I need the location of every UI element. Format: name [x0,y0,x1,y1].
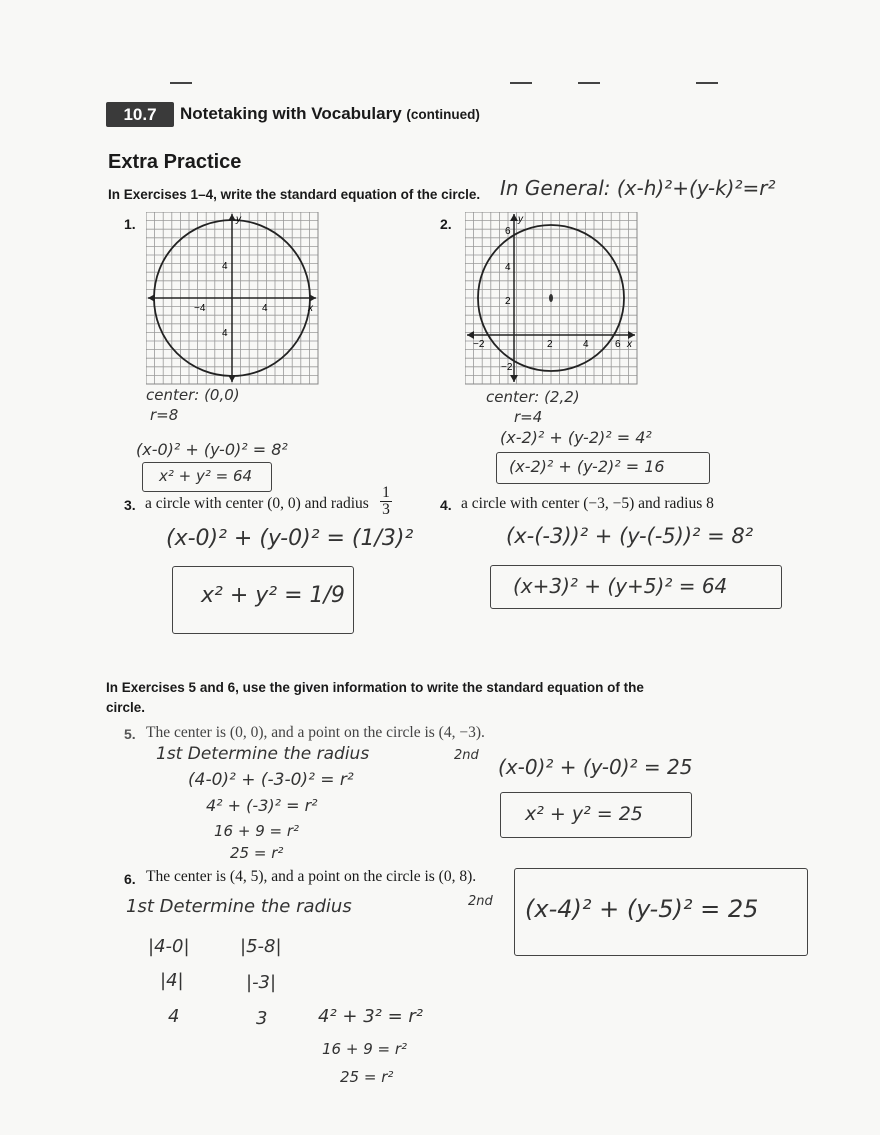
y-tick-2: 2 [505,296,511,307]
fraction-numerator: 1 [382,484,390,501]
ex6-sum-line: 16 + 9 = r² [322,1040,408,1058]
ex5-answer-box [500,792,692,838]
header-rule-4 [696,82,718,84]
header-rule-2 [510,82,532,84]
x-axis-label: x [308,303,313,314]
exercise-4-number: 4. [440,497,452,513]
tick-label-pos4: 4 [262,303,268,314]
fraction-denominator: 3 [380,501,392,518]
ex6-radius-squared: 25 = r² [340,1068,394,1086]
section-number-badge: 10.7 [106,102,174,127]
ex6-abs-x: |4-0| [148,936,190,957]
ex5-work-line-1: (4-0)² + (-3-0)² = r² [188,770,354,790]
header-rule-1 [170,82,192,84]
ex6-abs-y-value: |-3| [246,972,277,993]
instructions-5-6: In Exercises 5 and 6, use the given information to write the standard equation of the circle. [106,680,644,715]
y-axis-label: y [236,214,241,225]
ex4-equation-step: (x-(-3))² + (y-(-5))² = 8² [506,524,754,548]
general-formula-note: In General: (x-h)²+(y-k)²=r² [500,176,776,200]
ex6-answer-box [514,868,808,956]
ex2-answer: (x-2)² + (y-2)² = 16 [509,457,665,476]
x-tick-6: 6 [615,339,621,350]
ex1-equation-step: (x-0)² + (y-0)² = 8² [136,440,288,459]
exercise-5-prompt: The center is (0, 0), and a point on the circle is (4, −3). [146,724,485,741]
ex3-answer-box [172,566,354,634]
y-tick-6: 6 [505,226,511,237]
radius-fraction [380,485,392,518]
ex5-second-label: 2nd [454,748,479,763]
header-rule-3 [578,82,600,84]
section-title-text: Notetaking with Vocabulary [180,104,402,123]
ex2-equation-step: (x-2)² + (y-2)² = 4² [500,428,652,447]
exercise-4-prompt: a circle with center (−3, −5) and radius 8 [461,495,714,512]
ex6-abs-y: |5-8| [240,936,282,957]
ex4-answer-box [490,565,782,609]
tick-label-yneg4: 4 [222,328,228,339]
ex2-answer-box [496,452,710,484]
ex6-answer: (x-4)² + (y-5)² = 25 [525,895,759,923]
exercise-1-graph [146,212,320,386]
exercise-3-number: 3. [124,497,136,513]
exercise-2-graph [465,212,639,386]
ex3-answer: x² + y² = 1/9 [201,583,345,608]
instructions-1-4: In Exercises 1–4, write the standard equation of the circle. [108,187,481,202]
extra-practice-heading: Extra Practice [108,151,242,173]
center-point [549,294,553,302]
ex1-answer-box [142,462,272,492]
y-tick-4: 4 [505,262,511,273]
ex6-pythag-line: 4² + 3² = r² [318,1006,424,1027]
y-tick-neg2: −2 [501,362,513,373]
x-axis-label: x [627,339,632,350]
exercise-5-number: 5. [124,726,136,742]
y-axis-label: y [518,214,523,225]
ex5-answer: x² + y² = 25 [525,803,643,825]
ex1-center-note: center: (0,0) [146,386,240,404]
ex4-answer: (x+3)² + (y+5)² = 64 [513,574,728,598]
ex5-work-line-4: 25 = r² [230,844,284,862]
ex6-second-label: 2nd [468,894,493,909]
ex5-step-label: 1st Determine the radius [156,744,370,764]
ex6-abs-x-value: |4| [160,970,184,991]
ex6-step-label: 1st Determine the radius [126,896,352,917]
exercise-1-number: 1. [124,216,136,232]
exercise-2-number: 2. [440,216,452,232]
exercise-6-prompt: The center is (4, 5), and a point on the circle is (0, 8). [146,868,477,885]
section-title [180,104,480,124]
ex5-equation-step: (x-0)² + (y-0)² = 25 [498,755,693,779]
ex1-radius-note: r=8 [150,406,179,424]
ex1-answer: x² + y² = 64 [159,467,253,485]
section-title-suffix: (continued) [406,107,480,122]
x-tick-2: 2 [547,339,553,350]
ex5-work-line-3: 16 + 9 = r² [214,822,300,840]
exercise-3-prompt: a circle with center (0, 0) and radius [145,495,369,512]
ex3-equation-step: (x-0)² + (y-0)² = (1/3)² [166,526,414,551]
ex5-work-line-2: 4² + (-3)² = r² [206,796,318,815]
ex6-dy: 3 [256,1008,268,1029]
x-tick-neg2: −2 [473,339,485,350]
exercise-6-number: 6. [124,871,136,887]
x-tick-4: 4 [583,339,589,350]
ex2-center-note: center: (2,2) [486,388,580,406]
tick-label-neg4: −4 [194,303,206,314]
ex2-radius-note: r=4 [514,408,543,426]
ex6-dx: 4 [168,1006,180,1027]
tick-label-y4: 4 [222,261,228,272]
